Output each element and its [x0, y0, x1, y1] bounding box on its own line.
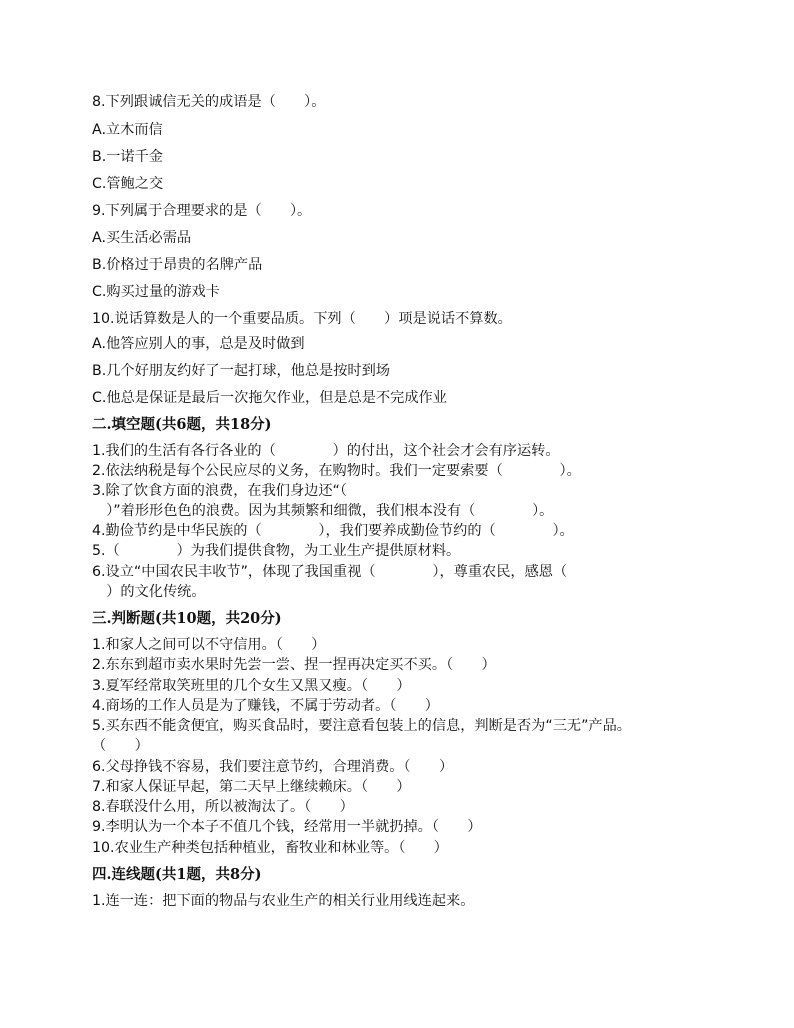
- fill-blank-line: 5.（ ）为我们提供食物，为工业生产提供原材料。: [92, 543, 461, 559]
- question-9-option-a: A.买生活必需品: [92, 230, 192, 246]
- true-false-line: 9.李明认为一个本子不值几个钱，经常用一半就扔掉。（ ）: [92, 819, 482, 835]
- question-8-stem: 8.下列跟诚信无关的成语是（ ）。: [92, 94, 326, 110]
- question-9-option-b: B.价格过于昂贵的名牌产品: [92, 257, 263, 273]
- question-10-option-b: B.几个好朋友约好了一起打球，他总是按时到场: [92, 363, 390, 379]
- question-8-option-b: B.一诺千金: [92, 149, 163, 165]
- section-4-title: 四.连线题(共1题，共8分): [92, 866, 262, 883]
- true-false-line: （ ）: [92, 738, 149, 754]
- fill-blank-line: ）”着形形色色的浪费。因为其频繁和细微，我们根本没有（ ）。: [92, 503, 554, 519]
- fill-blank-line: 3.除了饮食方面的浪费，在我们身边还“（: [92, 483, 347, 499]
- true-false-line: 4.商场的工作人员是为了赚钱，不属于劳动者。（ ）: [92, 698, 439, 714]
- fill-blank-line: 1.我们的生活有各行各业的（ ）的付出，这个社会才会有序运转。: [92, 443, 560, 459]
- true-false-line: 3.夏军经常取笑班里的几个女生又黑又瘦。（ ）: [92, 678, 411, 694]
- question-8-option-c: C.管鲍之交: [92, 176, 164, 192]
- true-false-line: 1.和家人之间可以不守信用。（ ）: [92, 637, 326, 653]
- question-9-stem: 9.下列属于合理要求的是（ ）。: [92, 203, 312, 219]
- fill-blank-line: 6.设立“中国农民丰收节”，体现了我国重视（ ），尊重农民，感恩（: [92, 564, 568, 580]
- question-10-option-a: A.他答应别人的事，总是及时做到: [92, 336, 305, 352]
- matching-line: 1.连一连：把下面的物品与农业生产的相关行业用线连起来。: [92, 893, 475, 909]
- question-10-option-c: C.他总是保证是最后一次拖欠作业，但是总是不完成作业: [92, 390, 447, 406]
- true-false-line: 7.和家人保证早起，第二天早上继续赖床。（ ）: [92, 779, 411, 795]
- true-false-line: 8.春联没什么用，所以被淘汰了。（ ）: [92, 799, 354, 815]
- fill-blank-line: 4.勤俭节约是中华民族的（ ），我们要养成勤俭节约的（ ）。: [92, 523, 574, 539]
- question-10-stem: 10.说话算数是人的一个重要品质。下列（ ）项是说话不算数。: [92, 311, 512, 327]
- section-2-title: 二.填空题(共6题，共18分): [92, 416, 272, 433]
- question-8-option-a: A.立木而信: [92, 122, 163, 138]
- question-9-option-c: C.购买过量的游戏卡: [92, 284, 220, 300]
- true-false-line: 10.农业生产种类包括种植业，畜牧业和林业等。（ ）: [92, 840, 448, 856]
- true-false-line: 6.父母挣钱不容易，我们要注意节约，合理消费。（ ）: [92, 759, 454, 775]
- fill-blank-line: 2.依法纳税是每个公民应尽的义务，在购物时。我们一定要索要（ ）。: [92, 463, 581, 479]
- true-false-line: 2.东东到超市卖水果时先尝一尝、捏一捏再决定买不买。（ ）: [92, 657, 496, 673]
- section-3-title: 三.判断题(共10题，共20分): [92, 610, 282, 627]
- fill-blank-line: ）的文化传统。: [92, 584, 206, 600]
- true-false-line: 5.买东西不能贪便宜，购买食品时，要注意看包装上的信息，判断是否为“三无”产品。: [92, 718, 631, 734]
